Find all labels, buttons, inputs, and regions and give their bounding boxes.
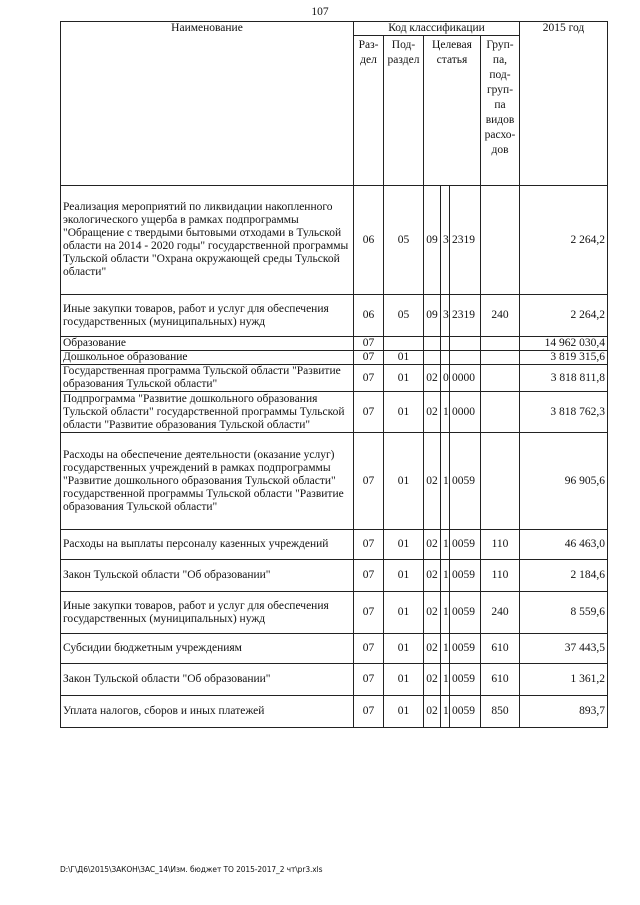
- row-target-part1: 02: [424, 392, 441, 433]
- table-row: [61, 530, 608, 560]
- header-podrazdel: Под-раздел: [384, 36, 424, 186]
- row-name: Образование: [61, 337, 354, 351]
- row-target-part1: 09: [424, 186, 441, 295]
- row-razdel: 06: [354, 295, 384, 337]
- table-row: [61, 295, 608, 337]
- row-name: Расходы на выплаты персоналу казенных учреждений: [61, 530, 354, 560]
- row-podrazdel: 01: [384, 433, 424, 530]
- row-podrazdel: 05: [384, 186, 424, 295]
- row-name: Подпрограмма "Развитие дошкольного образования Тульской области" государственной программы Тульской области "Развитие образования Тульской области": [61, 392, 354, 433]
- row-amount: 14 962 030,4: [520, 337, 608, 351]
- table-row: [61, 696, 608, 728]
- row-name: Закон Тульской области "Об образовании": [61, 664, 354, 696]
- header-target-article: Целевая статья: [424, 36, 481, 186]
- row-name: Иные закупки товаров, работ и услуг для обеспечения государственных (муниципальных) нужд: [61, 592, 354, 634]
- row-target-part3: 0059: [450, 560, 481, 592]
- row-target-part3: [450, 337, 481, 351]
- table-row: [61, 634, 608, 664]
- row-razdel: 07: [354, 664, 384, 696]
- row-target-part1: 02: [424, 433, 441, 530]
- row-expense-type: 610: [481, 634, 520, 664]
- row-expense-type: 110: [481, 560, 520, 592]
- row-name: Дошкольное образование: [61, 351, 354, 365]
- row-target-part3: 0059: [450, 664, 481, 696]
- row-target-part2: 1: [441, 696, 450, 728]
- row-podrazdel: 01: [384, 351, 424, 365]
- row-podrazdel: [384, 337, 424, 351]
- budget-table: [60, 21, 608, 728]
- row-razdel: 07: [354, 560, 384, 592]
- row-podrazdel: 01: [384, 530, 424, 560]
- row-target-part1: 02: [424, 365, 441, 392]
- row-razdel: 07: [354, 392, 384, 433]
- row-podrazdel: 01: [384, 634, 424, 664]
- row-target-part3: 0059: [450, 433, 481, 530]
- row-target-part3: 0059: [450, 634, 481, 664]
- row-target-part1: 02: [424, 634, 441, 664]
- row-expense-type: 240: [481, 295, 520, 337]
- row-amount: 2 184,6: [520, 560, 608, 592]
- row-podrazdel: 01: [384, 560, 424, 592]
- row-target-part3: 2319: [450, 186, 481, 295]
- table-row: [61, 365, 608, 392]
- table-row: [61, 592, 608, 634]
- row-razdel: 07: [354, 365, 384, 392]
- row-target-part2: [441, 337, 450, 351]
- row-amount: 96 905,6: [520, 433, 608, 530]
- header-expense-group: Груп-па, под-груп-па видов расхо-дов: [481, 36, 520, 186]
- row-name: Иные закупки товаров, работ и услуг для обеспечения государственных (муниципальных) нужд: [61, 295, 354, 337]
- row-expense-type: [481, 351, 520, 365]
- row-target-part2: [441, 351, 450, 365]
- row-name: Закон Тульской области "Об образовании": [61, 560, 354, 592]
- row-amount: 3 818 811,8: [520, 365, 608, 392]
- row-razdel: 07: [354, 337, 384, 351]
- row-razdel: 07: [354, 351, 384, 365]
- table-row: [61, 560, 608, 592]
- row-target-part1: 09: [424, 295, 441, 337]
- row-razdel: 07: [354, 634, 384, 664]
- row-expense-type: 110: [481, 530, 520, 560]
- row-target-part2: 0: [441, 365, 450, 392]
- row-expense-type: [481, 365, 520, 392]
- row-target-part1: 02: [424, 696, 441, 728]
- row-name: Субсидии бюджетным учреждениям: [61, 634, 354, 664]
- row-target-part3: 0059: [450, 696, 481, 728]
- header-year: 2015 год: [520, 22, 608, 186]
- row-amount: 1 361,2: [520, 664, 608, 696]
- row-target-part2: 1: [441, 634, 450, 664]
- row-razdel: 07: [354, 433, 384, 530]
- row-amount: 3 818 762,3: [520, 392, 608, 433]
- table-row: [61, 664, 608, 696]
- row-target-part1: [424, 351, 441, 365]
- row-target-part3: 0000: [450, 365, 481, 392]
- row-expense-type: [481, 433, 520, 530]
- table-row: [61, 186, 608, 295]
- row-podrazdel: 01: [384, 696, 424, 728]
- row-podrazdel: 01: [384, 664, 424, 696]
- row-amount: 2 264,2: [520, 186, 608, 295]
- page-number: 107: [311, 6, 329, 18]
- file-path-footer: D:\Г\Д6\2015\ЗАКОН\ЗАС_14\Изм. бюджет ТО 2015-2017_2 чт\pr3.xls: [60, 865, 323, 874]
- row-razdel: 07: [354, 530, 384, 560]
- row-target-part3: 0059: [450, 592, 481, 634]
- row-target-part2: 1: [441, 433, 450, 530]
- row-name: Реализация мероприятий по ликвидации накопленного экологического ущерба в рамках подпрограммы "Обращение с твердыми бытовыми отходами в Тульской области на 2014 - 2020 годы" государственной программы Тульской области "Охрана окружающей среды Тульской области": [61, 186, 354, 295]
- row-target-part2: 1: [441, 592, 450, 634]
- row-target-part2: 1: [441, 664, 450, 696]
- row-target-part3: 2319: [450, 295, 481, 337]
- row-amount: 37 443,5: [520, 634, 608, 664]
- row-name: Расходы на обеспечение деятельности (оказание услуг) государственных учреждений в рамках подпрограммы "Развитие дошкольного образования Тульской области" государственной программы Тульской области "Развитие образования Тульской области": [61, 433, 354, 530]
- row-podrazdel: 01: [384, 365, 424, 392]
- row-amount: 46 463,0: [520, 530, 608, 560]
- row-podrazdel: 05: [384, 295, 424, 337]
- row-amount: 2 264,2: [520, 295, 608, 337]
- row-target-part1: 02: [424, 530, 441, 560]
- row-amount: 3 819 315,6: [520, 351, 608, 365]
- table-row: [61, 433, 608, 530]
- row-razdel: 07: [354, 696, 384, 728]
- row-target-part3: [450, 351, 481, 365]
- row-expense-type: 850: [481, 696, 520, 728]
- row-target-part2: 3: [441, 186, 450, 295]
- header-name: Наименование: [61, 22, 354, 186]
- row-name: Государственная программа Тульской области "Развитие образования Тульской области": [61, 365, 354, 392]
- row-razdel: 07: [354, 592, 384, 634]
- row-target-part1: [424, 337, 441, 351]
- row-target-part2: 1: [441, 392, 450, 433]
- row-podrazdel: 01: [384, 392, 424, 433]
- table-row: [61, 337, 608, 351]
- table-row: [61, 351, 608, 365]
- row-target-part1: 02: [424, 560, 441, 592]
- row-target-part1: 02: [424, 592, 441, 634]
- row-podrazdel: 01: [384, 592, 424, 634]
- row-amount: 8 559,6: [520, 592, 608, 634]
- row-expense-type: 610: [481, 664, 520, 696]
- row-expense-type: [481, 337, 520, 351]
- table-row: [61, 392, 608, 433]
- header-code-classification: Код классификации: [354, 22, 520, 36]
- row-target-part1: 02: [424, 664, 441, 696]
- row-target-part3: 0059: [450, 530, 481, 560]
- header-razdel: Раз-дел: [354, 36, 384, 186]
- row-expense-type: [481, 392, 520, 433]
- row-expense-type: [481, 186, 520, 295]
- row-amount: 893,7: [520, 696, 608, 728]
- row-target-part2: 1: [441, 530, 450, 560]
- row-target-part2: 1: [441, 560, 450, 592]
- row-razdel: 06: [354, 186, 384, 295]
- row-target-part3: 0000: [450, 392, 481, 433]
- row-expense-type: 240: [481, 592, 520, 634]
- row-target-part2: 3: [441, 295, 450, 337]
- row-name: Уплата налогов, сборов и иных платежей: [61, 696, 354, 728]
